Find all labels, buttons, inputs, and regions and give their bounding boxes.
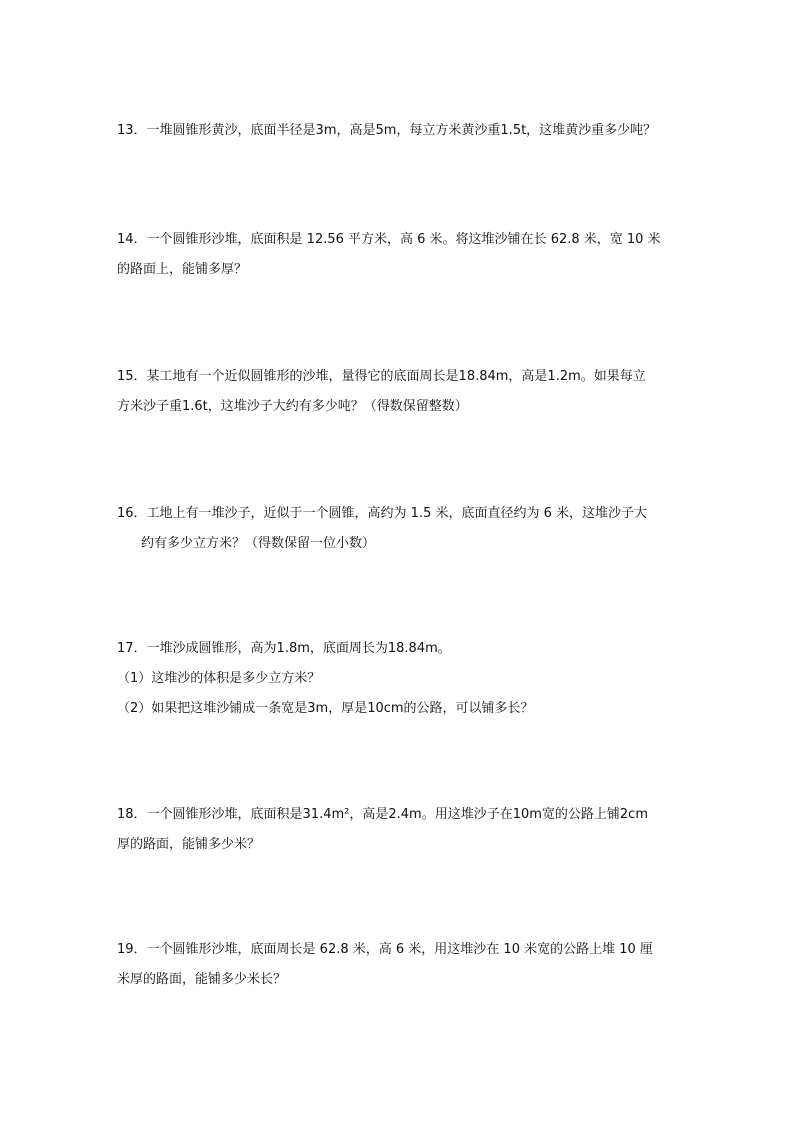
problem-18-line-1: 18．一个圆锥形沙堆，底面积是31.4m²，高是2.4m。用这堆沙子在10m宽的公路上铺2cm — [117, 807, 648, 822]
problem-19-line-2: 米厚的路面，能铺多少米长？ — [117, 972, 287, 987]
problem-15-line-1: 15．某工地有一个近似圆锥形的沙堆，量得它的底面周长是18.84m，高是1.2m。如果每立 — [117, 369, 646, 384]
problem-14-line-2: 的路面上，能铺多厚？ — [117, 262, 248, 277]
problem-17-subquestion-2: （2）如果把这堆沙铺成一条宽是3m，厚是10cm的公路，可以铺多长？ — [117, 701, 534, 716]
problem-16 — [117, 499, 677, 559]
problem-14-line-1: 14．一个圆锥形沙堆，底面积是 12.56 平方米，高 6 米。将这堆沙铺在长 62.8 米，宽 10 米 — [117, 232, 661, 247]
problem-15 — [117, 362, 677, 422]
problem-13-line-1: 13．一堆圆锥形黄沙，底面半径是3m，高是5m，每立方米黄沙重1.5t，这堆黄沙重多少吨？ — [117, 123, 657, 138]
problem-17 — [117, 634, 677, 724]
problem-19-line-1: 19．一个圆锥形沙堆，底面周长是 62.8 米，高 6 米，用这堆沙在 10 米宽的公路上堆 10 厘 — [117, 942, 653, 957]
problem-14 — [117, 225, 677, 285]
problem-13 — [117, 116, 677, 146]
problem-17-line-1: 17．一堆沙成圆锥形，高为1.8m，底面周长为18.84m。 — [117, 641, 451, 656]
problem-15-line-2: 方米沙子重1.6t，这堆沙子大约有多少吨？（得数保留整数） — [117, 399, 468, 414]
problem-18-line-2: 厚的路面，能铺多少米？ — [117, 837, 261, 852]
problem-17-subquestion-1: （1）这堆沙的体积是多少立方米？ — [117, 671, 321, 686]
problem-16-line-1: 16．工地上有一堆沙子，近似于一个圆锥，高约为 1.5 米，底面直径约为 6 米，这堆沙子大 — [117, 506, 648, 521]
problem-16-line-2: 约有多少立方米？（得数保留一位小数） — [141, 536, 376, 551]
problem-19 — [117, 935, 677, 995]
problem-18 — [117, 800, 677, 860]
